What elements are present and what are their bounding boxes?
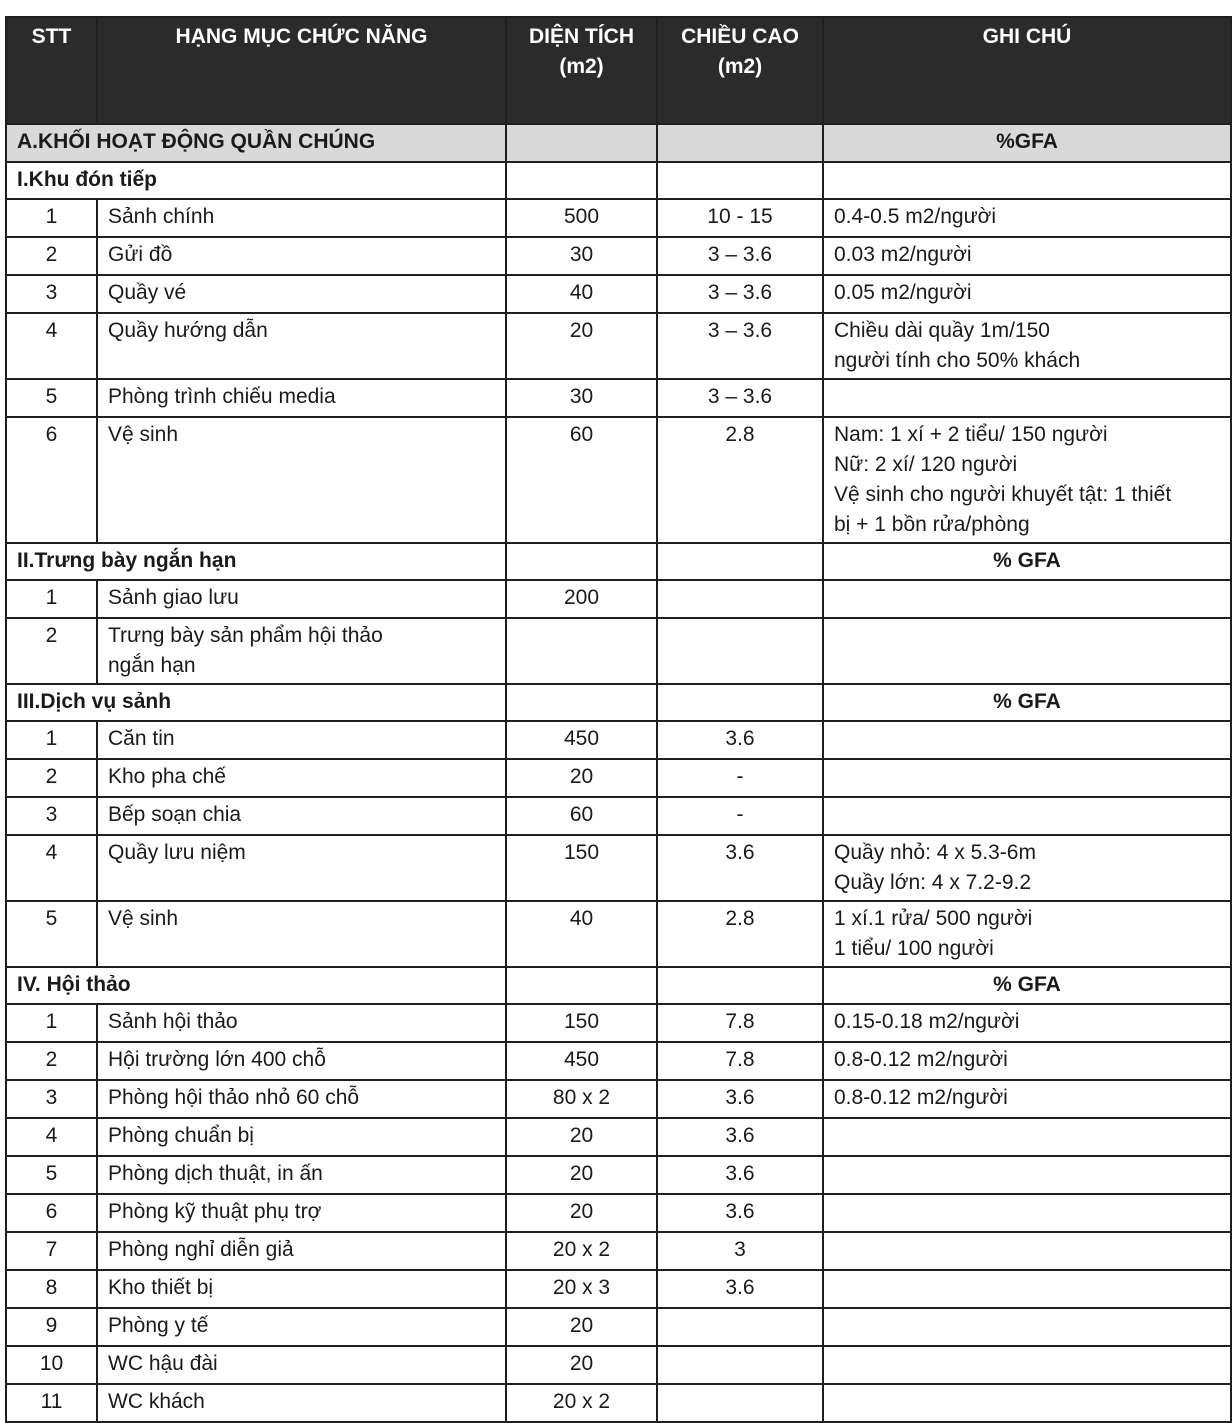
section-area-cell [506, 124, 657, 162]
row-name: Phòng dịch thuật, in ấn [97, 1156, 506, 1194]
row-note [823, 1308, 1231, 1346]
row-stt: 2 [6, 237, 97, 275]
row-height: 3.6 [657, 1194, 823, 1232]
row-name: Phòng hội thảo nhỏ 60 chỗ [97, 1080, 506, 1118]
table-row [6, 199, 1231, 237]
table-row [6, 1080, 1231, 1118]
row-height: 3.6 [657, 835, 823, 901]
table-row [6, 417, 1231, 543]
row-note [823, 721, 1231, 759]
row-note: 0.05 m2/người [823, 275, 1231, 313]
row-area: 20 x 2 [506, 1232, 657, 1270]
group-height-cell [657, 162, 823, 199]
row-stt: 1 [6, 580, 97, 618]
row-stt: 2 [6, 618, 97, 684]
row-name: Bếp soạn chia [97, 797, 506, 835]
row-stt: 3 [6, 797, 97, 835]
group-row [6, 967, 1231, 1004]
row-stt: 2 [6, 759, 97, 797]
row-note [823, 797, 1231, 835]
table-row [6, 797, 1231, 835]
row-height: 2.8 [657, 417, 823, 543]
group-area-cell [506, 543, 657, 580]
row-height: 7.8 [657, 1004, 823, 1042]
row-stt: 3 [6, 1080, 97, 1118]
row-height: 3 [657, 1232, 823, 1270]
row-stt: 4 [6, 313, 97, 379]
row-stt: 3 [6, 275, 97, 313]
row-note: 0.8-0.12 m2/người [823, 1080, 1231, 1118]
row-area: 30 [506, 237, 657, 275]
group-gfa: % GFA [823, 543, 1231, 580]
section-height-cell [657, 124, 823, 162]
row-stt: 5 [6, 901, 97, 967]
table-row [6, 1232, 1231, 1270]
group-row [6, 162, 1231, 199]
row-height: 2.8 [657, 901, 823, 967]
group-gfa: % GFA [823, 967, 1231, 1004]
header-row [6, 17, 1231, 124]
row-note: 1 xí.1 rửa/ 500 người 1 tiểu/ 100 người [823, 901, 1231, 967]
row-stt: 6 [6, 1194, 97, 1232]
row-height: 7.8 [657, 1042, 823, 1080]
row-note: Quầy nhỏ: 4 x 5.3-6m Quầy lớn: 4 x 7.2-9.2 [823, 835, 1231, 901]
row-area: 150 [506, 835, 657, 901]
table-row [6, 1308, 1231, 1346]
group-row [6, 684, 1231, 721]
row-note [823, 759, 1231, 797]
group-title: II.Trưng bày ngắn hạn [6, 543, 506, 580]
group-height-cell [657, 967, 823, 1004]
table-row [6, 1384, 1231, 1422]
row-note [823, 1384, 1231, 1422]
table-row [6, 1346, 1231, 1384]
group-gfa [823, 162, 1231, 199]
row-name: Trưng bày sản phẩm hội thảo ngắn hạn [97, 618, 506, 684]
row-height: 3.6 [657, 721, 823, 759]
row-area: 20 [506, 313, 657, 379]
row-stt: 1 [6, 721, 97, 759]
row-height [657, 580, 823, 618]
group-area-cell [506, 967, 657, 1004]
row-area: 40 [506, 275, 657, 313]
row-height: 10 - 15 [657, 199, 823, 237]
function-table [5, 16, 1232, 1423]
row-note: Chiều dài quầy 1m/150 người tính cho 50% khách [823, 313, 1231, 379]
row-area: 450 [506, 721, 657, 759]
row-name: Phòng chuẩn bị [97, 1118, 506, 1156]
row-area: 40 [506, 901, 657, 967]
header-note: GHI CHÚ [823, 17, 1231, 124]
table-row [6, 379, 1231, 417]
table-row [6, 1118, 1231, 1156]
group-title: IV. Hội thảo [6, 967, 506, 1004]
row-height [657, 1384, 823, 1422]
table-row [6, 580, 1231, 618]
header-stt: STT [6, 17, 97, 124]
row-height: - [657, 759, 823, 797]
group-area-cell [506, 162, 657, 199]
row-name: Vệ sinh [97, 417, 506, 543]
table-row [6, 759, 1231, 797]
row-stt: 10 [6, 1346, 97, 1384]
row-height: 3 – 3.6 [657, 275, 823, 313]
row-note [823, 1156, 1231, 1194]
row-area: 20 x 3 [506, 1270, 657, 1308]
row-area: 500 [506, 199, 657, 237]
section-row [6, 124, 1231, 162]
row-note [823, 379, 1231, 417]
row-name: Phòng nghỉ diễn giả [97, 1232, 506, 1270]
row-name: Phòng trình chiếu media [97, 379, 506, 417]
row-note [823, 580, 1231, 618]
row-note: 0.4-0.5 m2/người [823, 199, 1231, 237]
row-stt: 11 [6, 1384, 97, 1422]
row-height: 3.6 [657, 1270, 823, 1308]
group-area-cell [506, 684, 657, 721]
table-row [6, 313, 1231, 379]
group-gfa: % GFA [823, 684, 1231, 721]
row-area: 20 [506, 1156, 657, 1194]
section-title: A.KHỐI HOẠT ĐỘNG QUẦN CHÚNG [6, 124, 506, 162]
group-height-cell [657, 543, 823, 580]
group-title: I.Khu đón tiếp [6, 162, 506, 199]
row-note [823, 1118, 1231, 1156]
table-body [6, 124, 1231, 1422]
row-note: 0.8-0.12 m2/người [823, 1042, 1231, 1080]
row-stt: 6 [6, 417, 97, 543]
row-note: Nam: 1 xí + 2 tiểu/ 150 người Nữ: 2 xí/ 120 người Vệ sinh cho người khuyết tật: 1 thiết bị + 1 bồn rửa/phòng [823, 417, 1231, 543]
row-name: Gửi đồ [97, 237, 506, 275]
row-height: 3 – 3.6 [657, 379, 823, 417]
row-note [823, 1194, 1231, 1232]
row-note: 0.03 m2/người [823, 237, 1231, 275]
row-name: WC khách [97, 1384, 506, 1422]
row-stt: 4 [6, 835, 97, 901]
row-name: Kho thiết bị [97, 1270, 506, 1308]
row-area: 60 [506, 417, 657, 543]
row-name: Căn tin [97, 721, 506, 759]
row-name: Vệ sinh [97, 901, 506, 967]
row-area: 20 x 2 [506, 1384, 657, 1422]
table-row [6, 275, 1231, 313]
row-name: Kho pha chế [97, 759, 506, 797]
row-area: 60 [506, 797, 657, 835]
row-height: - [657, 797, 823, 835]
row-height: 3.6 [657, 1118, 823, 1156]
row-note [823, 618, 1231, 684]
row-stt: 7 [6, 1232, 97, 1270]
row-area: 20 [506, 759, 657, 797]
row-area: 80 x 2 [506, 1080, 657, 1118]
table-row [6, 1004, 1231, 1042]
row-name: Quầy vé [97, 275, 506, 313]
table-row [6, 1156, 1231, 1194]
row-name: Sảnh giao lưu [97, 580, 506, 618]
row-stt: 5 [6, 1156, 97, 1194]
table-row [6, 1042, 1231, 1080]
row-height: 3 – 3.6 [657, 237, 823, 275]
row-stt: 9 [6, 1308, 97, 1346]
row-name: Quầy lưu niệm [97, 835, 506, 901]
section-gfa: %GFA [823, 124, 1231, 162]
row-area: 450 [506, 1042, 657, 1080]
row-area: 20 [506, 1118, 657, 1156]
row-area: 150 [506, 1004, 657, 1042]
row-stt: 2 [6, 1042, 97, 1080]
row-stt: 8 [6, 1270, 97, 1308]
header-function: HẠNG MỤC CHỨC NĂNG [97, 17, 506, 124]
row-area: 20 [506, 1308, 657, 1346]
row-stt: 5 [6, 379, 97, 417]
row-note: 0.15-0.18 m2/người [823, 1004, 1231, 1042]
group-row [6, 543, 1231, 580]
row-stt: 1 [6, 1004, 97, 1042]
row-height [657, 1346, 823, 1384]
group-title: III.Dịch vụ sảnh [6, 684, 506, 721]
header-height: CHIỀU CAO (m2) [657, 17, 823, 124]
row-area: 30 [506, 379, 657, 417]
row-height [657, 1308, 823, 1346]
row-note [823, 1346, 1231, 1384]
row-name: Sảnh hội thảo [97, 1004, 506, 1042]
row-height [657, 618, 823, 684]
table-row [6, 721, 1231, 759]
row-name: Phòng y tế [97, 1308, 506, 1346]
row-stt: 1 [6, 199, 97, 237]
row-area: 20 [506, 1194, 657, 1232]
table-row [6, 901, 1231, 967]
row-height: 3 – 3.6 [657, 313, 823, 379]
row-name: Hội trường lớn 400 chỗ [97, 1042, 506, 1080]
row-area: 200 [506, 580, 657, 618]
table-row [6, 835, 1231, 901]
row-stt: 4 [6, 1118, 97, 1156]
row-name: Quầy hướng dẫn [97, 313, 506, 379]
table-row [6, 1270, 1231, 1308]
row-name: Sảnh chính [97, 199, 506, 237]
table-row [6, 237, 1231, 275]
row-area: 20 [506, 1346, 657, 1384]
row-height: 3.6 [657, 1156, 823, 1194]
row-name: WC hậu đài [97, 1346, 506, 1384]
row-name: Phòng kỹ thuật phụ trợ [97, 1194, 506, 1232]
row-note [823, 1270, 1231, 1308]
header-area: DIỆN TÍCH (m2) [506, 17, 657, 124]
group-height-cell [657, 684, 823, 721]
row-height: 3.6 [657, 1080, 823, 1118]
row-note [823, 1232, 1231, 1270]
table-row [6, 618, 1231, 684]
table-row [6, 1194, 1231, 1232]
row-area [506, 618, 657, 684]
